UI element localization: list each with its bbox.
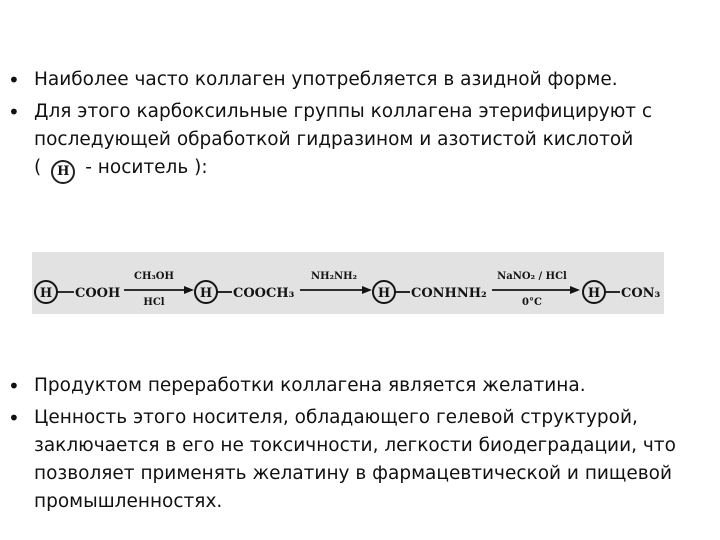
reaction-scheme-svg	[32, 252, 664, 314]
reaction-arrow-2	[300, 271, 372, 294]
compound-label: CONHNH₂	[411, 286, 487, 301]
carrier-symbol: H	[587, 286, 601, 301]
compound-label: CON₃	[621, 286, 661, 301]
carrier-symbol: H	[377, 286, 391, 301]
top-bullet-list	[0, 66, 720, 184]
carrier-symbol: H	[39, 286, 53, 301]
bullet-azide-form	[0, 66, 720, 94]
bullet-text: Наиболее часто коллаген употребляется в азидной форме.	[34, 69, 618, 90]
compound-label: COOCH₃	[233, 286, 295, 301]
compound-methyl-ester	[195, 281, 295, 303]
bullet-line: Для этого карбоксильные группы коллагена этерифицируют с	[34, 101, 653, 122]
bullet-line: промышленностях.	[34, 491, 223, 512]
bullet-esterification	[0, 98, 720, 184]
bullet-line: заключается в его не токсичности, легкости биодеградации, что	[34, 435, 676, 456]
bullet-gelatin	[0, 372, 720, 400]
bullet-text: Продуктом переработки коллагена является желатина.	[34, 375, 586, 396]
carrier-symbol: H	[199, 286, 213, 301]
reagent-top: NH₂NH₂	[311, 271, 357, 282]
bullet-dot: •	[8, 406, 20, 430]
bottom-bullet-list	[0, 372, 720, 516]
reaction-arrow-3	[492, 271, 580, 308]
compound-label: COOH	[75, 286, 121, 301]
reagent-bottom: HCl	[143, 297, 165, 308]
compound-hydrazide	[373, 281, 487, 303]
bullet-line-carrier	[34, 154, 700, 184]
bullet-dot: •	[8, 374, 20, 398]
bullet-line: Ценность этого носителя, обладающего гелевой структурой,	[34, 407, 638, 428]
carrier-note: - носитель ):	[85, 157, 208, 178]
bullet-carrier-value	[0, 404, 720, 516]
reagent-top: NaNO₂ / HCl	[497, 271, 567, 282]
compound-azide	[583, 281, 661, 303]
carrier-h-icon: H	[51, 160, 75, 184]
bullet-dot: •	[8, 100, 20, 124]
open-paren: (	[34, 157, 42, 178]
reaction-scheme	[32, 252, 664, 314]
bullet-line: последующей обработкой гидразином и азотистой кислотой	[34, 129, 634, 150]
bullet-dot: •	[8, 68, 20, 92]
bullet-line: позволяет применять желатину в фармацевтической и пищевой	[34, 463, 672, 484]
reagent-top: CH₃OH	[134, 271, 174, 282]
reaction-arrow-1	[124, 271, 194, 308]
reagent-bottom: 0°C	[522, 297, 542, 308]
compound-carboxyl	[35, 281, 120, 303]
